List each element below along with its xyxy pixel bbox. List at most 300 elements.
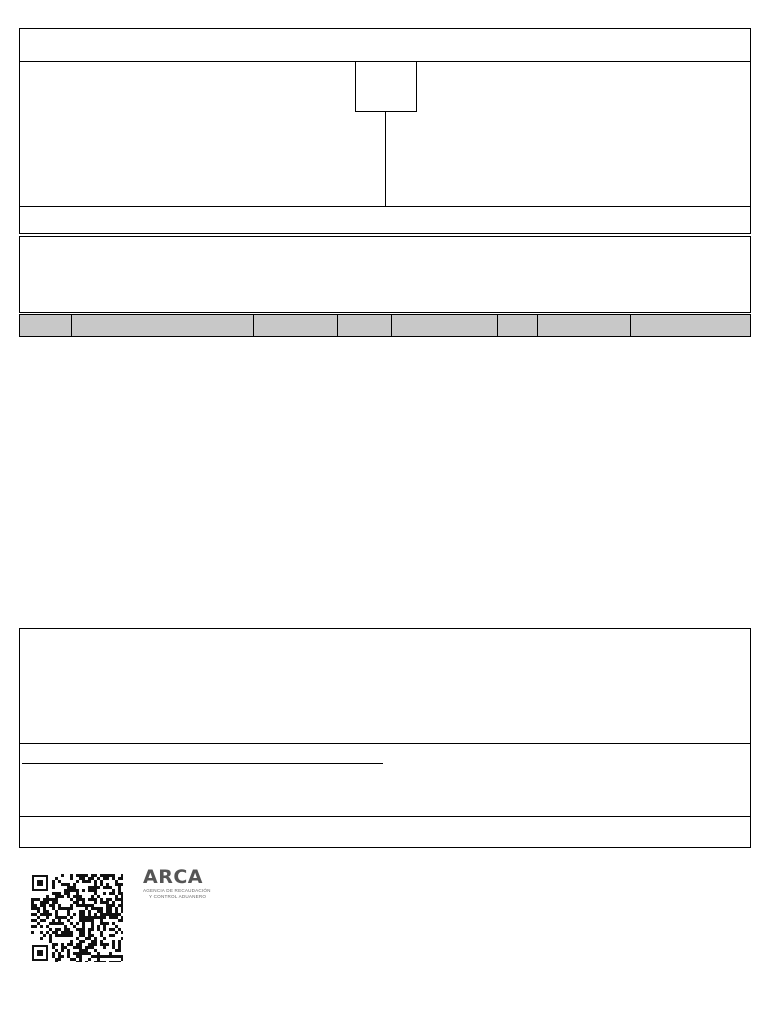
qr-module bbox=[94, 949, 97, 952]
qr-module bbox=[115, 955, 118, 958]
qr-module bbox=[79, 949, 82, 952]
qr-module bbox=[115, 961, 118, 962]
qr-module bbox=[88, 916, 91, 919]
qr-module bbox=[106, 883, 109, 886]
qr-module bbox=[94, 892, 97, 895]
qr-module bbox=[79, 946, 82, 949]
qr-module bbox=[118, 949, 121, 952]
qr-module bbox=[115, 949, 118, 952]
col-bonus-amount-header bbox=[538, 315, 631, 336]
qr-module bbox=[49, 928, 52, 931]
qr-module bbox=[64, 925, 67, 928]
qr-module bbox=[52, 880, 55, 883]
qr-module bbox=[91, 904, 94, 907]
qr-module bbox=[82, 940, 85, 943]
qr-module bbox=[88, 886, 91, 889]
qr-module bbox=[31, 904, 34, 907]
qr-module bbox=[52, 886, 55, 889]
qr-module bbox=[94, 913, 97, 916]
qr-module bbox=[118, 898, 121, 901]
qr-module bbox=[70, 886, 73, 889]
qr-module bbox=[82, 952, 85, 955]
qr-module bbox=[31, 913, 34, 916]
qr-module bbox=[55, 931, 58, 934]
qr-module bbox=[46, 898, 49, 901]
qr-module bbox=[52, 955, 55, 958]
qr-module bbox=[88, 898, 91, 901]
qr-module bbox=[88, 937, 91, 940]
col-unit-price-header bbox=[392, 315, 498, 336]
qr-module bbox=[70, 931, 73, 934]
qr-module bbox=[97, 910, 100, 913]
qr-module bbox=[67, 952, 70, 955]
qr-module bbox=[88, 904, 91, 907]
qr-module bbox=[46, 895, 49, 898]
qr-module bbox=[76, 904, 79, 907]
qr-module bbox=[49, 913, 52, 916]
logo-subtitle-line-2: Y CONTROL ADUANERO bbox=[149, 894, 207, 899]
qr-module bbox=[55, 910, 58, 913]
qr-module bbox=[46, 910, 49, 913]
qr-module bbox=[112, 892, 115, 895]
col-bonus-header bbox=[498, 315, 538, 336]
qr-module bbox=[118, 928, 121, 931]
qr-module bbox=[67, 955, 70, 958]
qr-module bbox=[112, 943, 115, 946]
qr-module bbox=[118, 955, 121, 958]
qr-module bbox=[91, 907, 94, 910]
qr-module bbox=[58, 922, 61, 925]
qr-module bbox=[79, 874, 82, 877]
qr-module bbox=[61, 922, 64, 925]
qr-module bbox=[115, 916, 118, 919]
qr-module bbox=[100, 913, 103, 916]
qr-module bbox=[121, 931, 123, 934]
qr-module bbox=[76, 895, 79, 898]
qr-module bbox=[109, 892, 112, 895]
qr-module bbox=[121, 895, 123, 898]
qr-module bbox=[112, 877, 115, 880]
qr-module bbox=[100, 931, 103, 934]
qr-module bbox=[76, 952, 79, 955]
qr-module bbox=[103, 892, 106, 895]
qr-module bbox=[85, 961, 88, 962]
qr-module bbox=[70, 916, 73, 919]
qr-module bbox=[121, 958, 123, 961]
qr-module bbox=[88, 931, 91, 934]
qr-module bbox=[43, 898, 46, 901]
qr-module bbox=[31, 901, 34, 904]
qr-module bbox=[94, 961, 97, 962]
qr-module bbox=[103, 877, 106, 880]
logo-subtitle-line-1: AGENCIA DE RECAUDACIÓN bbox=[143, 888, 211, 893]
qr-module bbox=[112, 946, 115, 949]
qr-module bbox=[109, 910, 112, 913]
qr-module bbox=[112, 934, 115, 937]
qr-module bbox=[79, 940, 82, 943]
qr-module bbox=[82, 910, 85, 913]
qr-module bbox=[55, 877, 58, 880]
qr-module bbox=[112, 922, 115, 925]
qr-module bbox=[40, 925, 43, 928]
qr-module bbox=[94, 955, 97, 958]
qr-module bbox=[55, 901, 58, 904]
qr-module bbox=[118, 892, 121, 895]
qr-module bbox=[112, 961, 115, 962]
qr-module bbox=[106, 877, 109, 880]
qr-module bbox=[82, 913, 85, 916]
qr-module bbox=[91, 874, 94, 877]
qr-module bbox=[91, 946, 94, 949]
qr-module bbox=[79, 958, 82, 961]
qr-module bbox=[85, 946, 88, 949]
qr-module bbox=[55, 895, 58, 898]
qr-module bbox=[58, 955, 61, 958]
qr-module bbox=[31, 931, 34, 934]
qr-module bbox=[49, 937, 52, 940]
qr-module bbox=[106, 907, 109, 910]
qr-module bbox=[34, 913, 37, 916]
qr-module bbox=[49, 922, 52, 925]
qr-module bbox=[67, 886, 70, 889]
qr-module bbox=[40, 937, 43, 940]
col-unit-header bbox=[338, 315, 392, 336]
qr-code[interactable] bbox=[31, 874, 123, 962]
qr-module bbox=[112, 940, 115, 943]
qr-module bbox=[55, 892, 58, 895]
qr-module bbox=[97, 877, 100, 880]
qr-module bbox=[70, 874, 73, 877]
qr-module bbox=[112, 916, 115, 919]
qr-module bbox=[82, 925, 85, 928]
qr-module bbox=[88, 919, 91, 922]
qr-module bbox=[82, 889, 85, 892]
qr-module bbox=[94, 883, 97, 886]
qr-module bbox=[76, 889, 79, 892]
qr-module bbox=[118, 943, 121, 946]
qr-module bbox=[91, 898, 94, 901]
qr-module bbox=[67, 889, 70, 892]
qr-module bbox=[37, 907, 40, 910]
qr-module bbox=[73, 901, 76, 904]
qr-module bbox=[73, 895, 76, 898]
qr-module bbox=[79, 895, 82, 898]
other-taxes-box bbox=[19, 743, 751, 817]
qr-module bbox=[76, 928, 79, 931]
qr-module bbox=[61, 916, 64, 919]
qr-module bbox=[55, 928, 58, 931]
qr-module bbox=[118, 940, 121, 943]
qr-module bbox=[55, 922, 58, 925]
qr-module bbox=[64, 931, 67, 934]
qr-module bbox=[82, 877, 85, 880]
qr-module bbox=[31, 925, 34, 928]
qr-module bbox=[55, 898, 58, 901]
qr-module bbox=[115, 898, 118, 901]
header-divider bbox=[385, 112, 386, 207]
qr-module bbox=[88, 913, 91, 916]
qr-module bbox=[106, 874, 109, 877]
qr-module bbox=[94, 880, 97, 883]
qr-module bbox=[52, 901, 55, 904]
qr-module bbox=[88, 910, 91, 913]
qr-module bbox=[88, 952, 91, 955]
qr-module bbox=[91, 940, 94, 943]
qr-module bbox=[103, 925, 106, 928]
qr-module bbox=[67, 883, 70, 886]
col-code-header bbox=[20, 315, 72, 336]
qr-module bbox=[34, 925, 37, 928]
qr-module bbox=[79, 916, 82, 919]
qr-module bbox=[88, 943, 91, 946]
qr-module bbox=[76, 946, 79, 949]
qr-module bbox=[100, 934, 103, 937]
qr-module bbox=[91, 925, 94, 928]
qr-module bbox=[37, 910, 40, 913]
qr-module bbox=[64, 928, 67, 931]
qr-module bbox=[55, 961, 58, 962]
qr-module bbox=[73, 913, 76, 916]
qr-module bbox=[121, 883, 123, 886]
qr-module bbox=[37, 916, 40, 919]
qr-module bbox=[115, 925, 118, 928]
qr-module bbox=[64, 883, 67, 886]
qr-module bbox=[82, 928, 85, 931]
qr-module bbox=[85, 904, 88, 907]
qr-module bbox=[52, 892, 55, 895]
qr-module bbox=[79, 931, 82, 934]
qr-module bbox=[67, 907, 70, 910]
qr-module bbox=[43, 907, 46, 910]
qr-module bbox=[79, 961, 82, 962]
qr-module bbox=[52, 952, 55, 955]
qr-module bbox=[82, 919, 85, 922]
qr-module bbox=[109, 913, 112, 916]
qr-module bbox=[103, 922, 106, 925]
qr-module bbox=[91, 922, 94, 925]
qr-module bbox=[109, 874, 112, 877]
qr-module bbox=[64, 946, 67, 949]
qr-module bbox=[79, 898, 82, 901]
qr-module bbox=[73, 889, 76, 892]
qr-module bbox=[61, 949, 64, 952]
qr-module bbox=[103, 901, 106, 904]
qr-module bbox=[121, 916, 123, 919]
qr-module bbox=[82, 934, 85, 937]
qr-module bbox=[100, 922, 103, 925]
qr-module bbox=[46, 925, 49, 928]
qr-module bbox=[76, 955, 79, 958]
qr-module bbox=[118, 946, 121, 949]
qr-module bbox=[94, 874, 97, 877]
qr-module bbox=[67, 931, 70, 934]
qr-module bbox=[40, 904, 43, 907]
qr-module bbox=[85, 916, 88, 919]
qr-module bbox=[121, 898, 123, 901]
qr-module bbox=[55, 958, 58, 961]
qr-module bbox=[76, 880, 79, 883]
qr-module bbox=[91, 889, 94, 892]
qr-module bbox=[70, 889, 73, 892]
qr-module bbox=[52, 943, 55, 946]
qr-module bbox=[76, 874, 79, 877]
qr-module bbox=[82, 898, 85, 901]
col-quantity-header bbox=[254, 315, 338, 336]
qr-module bbox=[58, 880, 61, 883]
qr-module bbox=[100, 907, 103, 910]
qr-module bbox=[70, 877, 73, 880]
qr-module bbox=[73, 886, 76, 889]
qr-module bbox=[106, 901, 109, 904]
qr-module bbox=[106, 904, 109, 907]
qr-module bbox=[109, 904, 112, 907]
qr-module bbox=[94, 940, 97, 943]
qr-module bbox=[52, 883, 55, 886]
qr-module bbox=[91, 916, 94, 919]
qr-module bbox=[118, 919, 121, 922]
qr-module bbox=[118, 961, 121, 962]
qr-module bbox=[43, 919, 46, 922]
qr-module bbox=[115, 883, 118, 886]
qr-module bbox=[70, 940, 73, 943]
qr-module bbox=[67, 919, 70, 922]
qr-module bbox=[91, 934, 94, 937]
qr-module bbox=[46, 931, 49, 934]
qr-module bbox=[58, 892, 61, 895]
totals-box bbox=[19, 628, 751, 744]
qr-module bbox=[121, 937, 123, 940]
qr-module bbox=[70, 934, 73, 937]
footer-strip bbox=[19, 816, 751, 848]
qr-module bbox=[58, 895, 61, 898]
qr-module bbox=[85, 880, 88, 883]
qr-module bbox=[52, 931, 55, 934]
qr-module bbox=[55, 916, 58, 919]
qr-module bbox=[121, 907, 123, 910]
qr-module bbox=[67, 910, 70, 913]
qr-module bbox=[76, 943, 79, 946]
qr-module bbox=[82, 916, 85, 919]
qr-module bbox=[49, 898, 52, 901]
qr-module bbox=[37, 898, 40, 901]
qr-module bbox=[43, 913, 46, 916]
qr-module bbox=[100, 940, 103, 943]
qr-module bbox=[100, 919, 103, 922]
qr-module bbox=[70, 907, 73, 910]
qr-module bbox=[79, 943, 82, 946]
qr-module bbox=[115, 913, 118, 916]
qr-module bbox=[40, 919, 43, 922]
qr-module bbox=[61, 946, 64, 949]
qr-module bbox=[106, 913, 109, 916]
qr-module bbox=[79, 877, 82, 880]
qr-module bbox=[49, 904, 52, 907]
qr-module bbox=[103, 928, 106, 931]
qr-module bbox=[91, 928, 94, 931]
qr-module bbox=[106, 886, 109, 889]
qr-module bbox=[100, 898, 103, 901]
qr-module bbox=[118, 877, 121, 880]
qr-module bbox=[52, 919, 55, 922]
items-table-header bbox=[19, 314, 751, 337]
qr-module bbox=[64, 934, 67, 937]
qr-module bbox=[118, 889, 121, 892]
qr-module bbox=[76, 892, 79, 895]
qr-module bbox=[100, 916, 103, 919]
qr-module bbox=[73, 925, 76, 928]
logo-wordmark: ARCA bbox=[143, 866, 203, 888]
qr-module bbox=[118, 883, 121, 886]
qr-module bbox=[52, 898, 55, 901]
qr-module bbox=[91, 877, 94, 880]
qr-module bbox=[103, 916, 106, 919]
qr-module bbox=[97, 952, 100, 955]
qr-module bbox=[52, 904, 55, 907]
qr-module bbox=[88, 946, 91, 949]
qr-module bbox=[121, 901, 123, 904]
qr-module bbox=[61, 907, 64, 910]
qr-module bbox=[67, 928, 70, 931]
qr-module bbox=[109, 898, 112, 901]
qr-module bbox=[70, 943, 73, 946]
qr-module bbox=[34, 907, 37, 910]
qr-module bbox=[109, 928, 112, 931]
qr-module bbox=[94, 943, 97, 946]
qr-module bbox=[91, 955, 94, 958]
qr-module bbox=[85, 937, 88, 940]
qr-module bbox=[82, 949, 85, 952]
qr-module bbox=[112, 901, 115, 904]
qr-module bbox=[94, 886, 97, 889]
qr-module bbox=[103, 943, 106, 946]
qr-module bbox=[79, 934, 82, 937]
qr-module bbox=[31, 898, 34, 901]
qr-module bbox=[118, 913, 121, 916]
qr-module bbox=[103, 955, 106, 958]
qr-module bbox=[61, 874, 64, 877]
qr-module bbox=[106, 910, 109, 913]
qr-module bbox=[94, 937, 97, 940]
invoice-type-box bbox=[355, 61, 417, 112]
qr-module bbox=[43, 910, 46, 913]
qr-module bbox=[100, 955, 103, 958]
qr-module bbox=[121, 919, 123, 922]
qr-module bbox=[97, 928, 100, 931]
qr-module bbox=[37, 922, 40, 925]
qr-module bbox=[112, 913, 115, 916]
qr-module bbox=[58, 928, 61, 931]
qr-module bbox=[73, 946, 76, 949]
qr-module bbox=[79, 955, 82, 958]
qr-module bbox=[61, 955, 64, 958]
qr-module bbox=[79, 910, 82, 913]
qr-module bbox=[34, 919, 37, 922]
qr-module bbox=[40, 931, 43, 934]
qr-module bbox=[46, 916, 49, 919]
qr-module bbox=[82, 880, 85, 883]
qr-module bbox=[115, 931, 118, 934]
qr-module bbox=[52, 907, 55, 910]
qr-module bbox=[100, 883, 103, 886]
qr-module bbox=[31, 907, 34, 910]
qr-module bbox=[82, 901, 85, 904]
qr-module bbox=[91, 943, 94, 946]
qr-module bbox=[55, 934, 58, 937]
header-title-bar bbox=[19, 28, 751, 62]
qr-module bbox=[70, 958, 73, 961]
qr-module bbox=[82, 904, 85, 907]
qr-module bbox=[79, 928, 82, 931]
